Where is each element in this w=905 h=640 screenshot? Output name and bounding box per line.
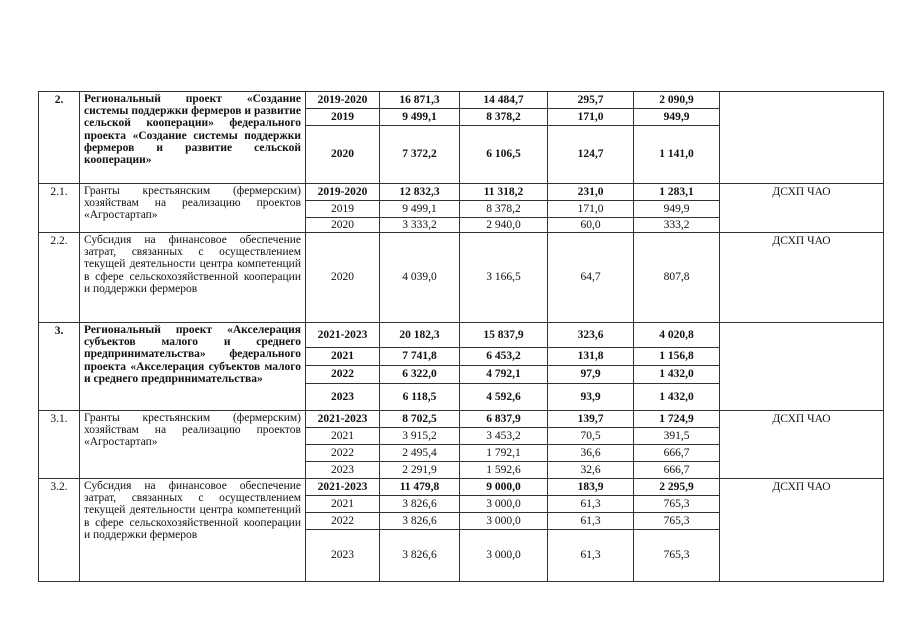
value-cell: 4 792,1 <box>460 366 548 384</box>
row-number: 2.1. <box>39 184 80 233</box>
value-cell: 183,9 <box>548 479 634 496</box>
value-cell: 32,6 <box>548 462 634 479</box>
value-cell: 1 592,6 <box>460 462 548 479</box>
value-cell: 2 291,9 <box>380 462 460 479</box>
table-row <box>39 92 884 109</box>
value-cell: 9 499,1 <box>380 109 460 126</box>
year-cell: 2019 <box>306 109 380 126</box>
year-cell: 2021-2023 <box>306 323 380 348</box>
value-cell: 323,6 <box>548 323 634 348</box>
value-cell: 15 837,9 <box>460 323 548 348</box>
value-cell: 3 166,5 <box>460 233 548 323</box>
value-cell: 12 832,3 <box>380 184 460 201</box>
row-title: Субсидия на финансовое обеспечение затрат, связанных с осуществлением текущей деятельности центра компетенций в сфере сельскохозяйственной кооперации и поддержки фермеров <box>80 479 306 582</box>
year-cell: 2022 <box>306 366 380 384</box>
value-cell: 60,0 <box>548 218 634 233</box>
responsible-cell <box>720 92 884 184</box>
year-cell: 2021-2023 <box>306 479 380 496</box>
year-cell: 2021-2023 <box>306 411 380 428</box>
year-cell: 2021 <box>306 348 380 366</box>
value-cell: 2 295,9 <box>634 479 720 496</box>
year-cell: 2023 <box>306 384 380 411</box>
value-cell: 3 000,0 <box>460 530 548 582</box>
table-row <box>39 411 884 428</box>
value-cell: 949,9 <box>634 109 720 126</box>
value-cell: 9 499,1 <box>380 201 460 218</box>
value-cell: 3 915,2 <box>380 428 460 445</box>
value-cell: 2 495,4 <box>380 445 460 462</box>
value-cell: 93,9 <box>548 384 634 411</box>
value-cell: 949,9 <box>634 201 720 218</box>
value-cell: 6 322,0 <box>380 366 460 384</box>
value-cell: 11 479,8 <box>380 479 460 496</box>
value-cell: 3 453,2 <box>460 428 548 445</box>
value-cell: 171,0 <box>548 109 634 126</box>
value-cell: 36,6 <box>548 445 634 462</box>
value-cell: 2 090,9 <box>634 92 720 109</box>
value-cell: 6 453,2 <box>460 348 548 366</box>
value-cell: 6 837,9 <box>460 411 548 428</box>
value-cell: 3 000,0 <box>460 513 548 530</box>
table-row <box>39 323 884 348</box>
row-number: 2.2. <box>39 233 80 323</box>
value-cell: 3 826,6 <box>380 513 460 530</box>
value-cell: 1 432,0 <box>634 366 720 384</box>
year-cell: 2020 <box>306 126 380 184</box>
table-row <box>39 233 884 323</box>
year-cell: 2021 <box>306 428 380 445</box>
value-cell: 9 000,0 <box>460 479 548 496</box>
value-cell: 4 039,0 <box>380 233 460 323</box>
value-cell: 1 724,9 <box>634 411 720 428</box>
value-cell: 3 826,6 <box>380 530 460 582</box>
value-cell: 3 333,2 <box>380 218 460 233</box>
value-cell: 807,8 <box>634 233 720 323</box>
value-cell: 8 378,2 <box>460 201 548 218</box>
year-cell: 2020 <box>306 233 380 323</box>
value-cell: 70,5 <box>548 428 634 445</box>
value-cell: 4 020,8 <box>634 323 720 348</box>
row-title: Региональный проект «Акселерация субъектов малого и среднего предпринимательства» федерального проекта «Акселерация субъектов малого и среднего предпринимательства» <box>80 323 306 411</box>
value-cell: 8 378,2 <box>460 109 548 126</box>
row-title: Гранты крестьянским (фермерским) хозяйствам на реализацию проектов «Агростартап» <box>80 184 306 233</box>
value-cell: 666,7 <box>634 462 720 479</box>
value-cell: 97,9 <box>548 366 634 384</box>
table-row <box>39 184 884 201</box>
value-cell: 124,7 <box>548 126 634 184</box>
value-cell: 4 592,6 <box>460 384 548 411</box>
row-number: 3.2. <box>39 479 80 582</box>
value-cell: 7 372,2 <box>380 126 460 184</box>
responsible-cell: ДСХП ЧАО <box>720 184 884 233</box>
value-cell: 6 118,5 <box>380 384 460 411</box>
row-number: 3.1. <box>39 411 80 479</box>
row-title: Гранты крестьянским (фермерским) хозяйствам на реализацию проектов «Агростартап» <box>80 411 306 479</box>
value-cell: 61,3 <box>548 530 634 582</box>
value-cell: 171,0 <box>548 201 634 218</box>
row-number: 2. <box>39 92 80 184</box>
value-cell: 1 156,8 <box>634 348 720 366</box>
row-number: 3. <box>39 323 80 411</box>
value-cell: 765,3 <box>634 496 720 513</box>
value-cell: 3 826,6 <box>380 496 460 513</box>
year-cell: 2021 <box>306 496 380 513</box>
value-cell: 14 484,7 <box>460 92 548 109</box>
value-cell: 3 000,0 <box>460 496 548 513</box>
value-cell: 20 182,3 <box>380 323 460 348</box>
value-cell: 1 432,0 <box>634 384 720 411</box>
value-cell: 666,7 <box>634 445 720 462</box>
value-cell: 7 741,8 <box>380 348 460 366</box>
value-cell: 64,7 <box>548 233 634 323</box>
value-cell: 1 283,1 <box>634 184 720 201</box>
year-cell: 2023 <box>306 530 380 582</box>
value-cell: 61,3 <box>548 496 634 513</box>
value-cell: 1 141,0 <box>634 126 720 184</box>
year-cell: 2020 <box>306 218 380 233</box>
value-cell: 1 792,1 <box>460 445 548 462</box>
row-title: Субсидия на финансовое обеспечение затрат, связанных с осуществлением текущей деятельности центра компетенций в сфере сельскохозяйственной кооперации и поддержки фермеров <box>80 233 306 323</box>
responsible-cell: ДСХП ЧАО <box>720 233 884 323</box>
year-cell: 2019-2020 <box>306 92 380 109</box>
responsible-cell: ДСХП ЧАО <box>720 479 884 582</box>
value-cell: 391,5 <box>634 428 720 445</box>
year-cell: 2022 <box>306 513 380 530</box>
budget-table <box>38 91 884 582</box>
value-cell: 231,0 <box>548 184 634 201</box>
value-cell: 333,2 <box>634 218 720 233</box>
table-row <box>39 479 884 496</box>
year-cell: 2023 <box>306 462 380 479</box>
value-cell: 131,8 <box>548 348 634 366</box>
value-cell: 8 702,5 <box>380 411 460 428</box>
value-cell: 16 871,3 <box>380 92 460 109</box>
value-cell: 765,3 <box>634 513 720 530</box>
year-cell: 2022 <box>306 445 380 462</box>
value-cell: 139,7 <box>548 411 634 428</box>
year-cell: 2019-2020 <box>306 184 380 201</box>
value-cell: 2 940,0 <box>460 218 548 233</box>
responsible-cell: ДСХП ЧАО <box>720 411 884 479</box>
row-title: Региональный проект «Создание системы поддержки фермеров и развитие сельской кооперации» федерального проекта «Создание системы поддержки фермеров и развитие сельской кооперации» <box>80 92 306 184</box>
value-cell: 6 106,5 <box>460 126 548 184</box>
value-cell: 61,3 <box>548 513 634 530</box>
value-cell: 295,7 <box>548 92 634 109</box>
value-cell: 11 318,2 <box>460 184 548 201</box>
year-cell: 2019 <box>306 201 380 218</box>
responsible-cell <box>720 323 884 411</box>
value-cell: 765,3 <box>634 530 720 582</box>
